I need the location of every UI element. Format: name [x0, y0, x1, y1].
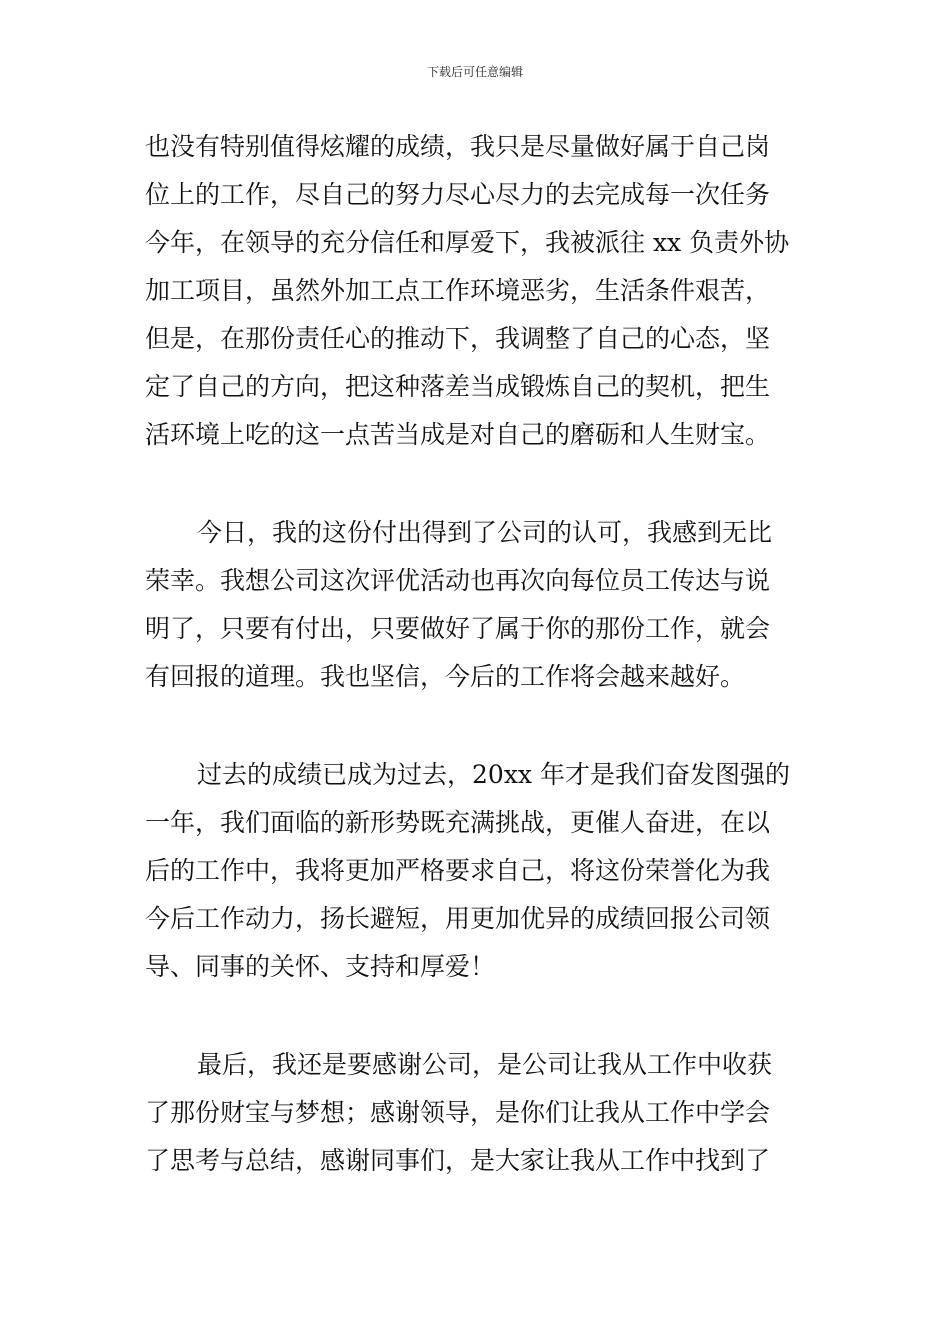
text-line: 了那份财宝与梦想；感谢领导，是你们让我从工作中学会: [145, 1098, 771, 1127]
text-line: 荣幸。我想公司这次评优活动也再次向每位员工传达与说: [145, 566, 771, 595]
text-line-indented: 过去的成绩已成为过去，20xx 年才是我们奋发图强的: [197, 760, 790, 789]
page-header: 下载后可任意编辑: [426, 65, 523, 79]
paragraph-spacer: [145, 459, 810, 509]
text-line: 导、同事的关怀、支持和厚爱！: [145, 952, 496, 981]
paragraph-1: [145, 123, 810, 459]
text-line: 定了自己的方向，把这种落差当成锻炼自己的契机，把生: [145, 372, 771, 401]
text-line: 也没有特别值得炫耀的成绩，我只是尽量做好属于自己岗: [145, 132, 771, 161]
text-line: 明了，只要有付出，只要做好了属于你的那份工作，就会: [145, 614, 771, 643]
document-body: [145, 123, 810, 1185]
text-line-indented: 今日，我的这份付出得到了公司的认可，我感到无比: [197, 518, 773, 547]
paragraph-3: [145, 751, 810, 991]
paragraph-spacer: [145, 991, 810, 1041]
text-line: 今年，在领导的充分信任和厚爱下，我被派往 xx 负责外协: [145, 228, 790, 257]
paragraph-4: [145, 1041, 810, 1185]
text-line: 有回报的道理。我也坚信，今后的工作将会越来越好。: [145, 662, 746, 691]
text-line-indented: 最后，我还是要感谢公司，是公司让我从工作中收获: [197, 1050, 773, 1079]
text-line: 了思考与总结，感谢同事们，是大家让我从工作中找到了: [145, 1146, 771, 1175]
text-line: 位上的工作，尽自己的努力尽心尽力的去完成每一次任务: [145, 180, 771, 209]
paragraph-spacer: [145, 701, 810, 751]
text-line: 后的工作中，我将更加严格要求自己，将这份荣誉化为我: [145, 856, 771, 885]
paragraph-2: [145, 509, 810, 701]
text-line: 今后工作动力，扬长避短，用更加优异的成绩回报公司领: [145, 904, 771, 933]
text-line: 加工项目，虽然外加工点工作环境恶劣，生活条件艰苦，: [145, 276, 771, 305]
text-line: 但是，在那份责任心的推动下，我调整了自己的心态，坚: [145, 324, 771, 353]
text-line: 一年，我们面临的新形势既充满挑战，更催人奋进，在以: [145, 808, 771, 837]
text-line: 活环境上吃的这一点苦当成是对自己的磨砺和人生财宝。: [145, 420, 771, 449]
